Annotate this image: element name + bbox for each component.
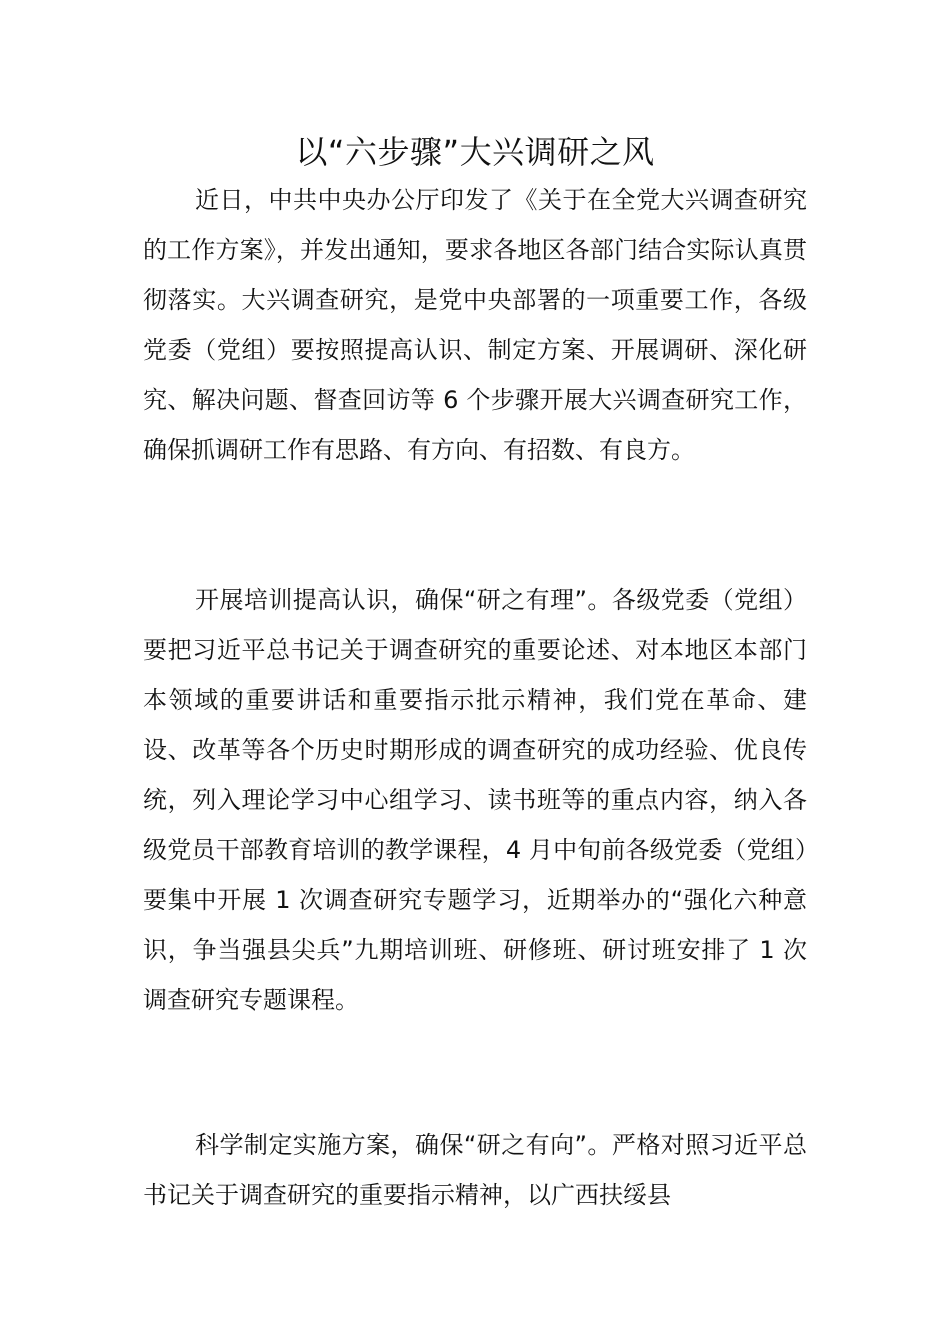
- paragraph-training: 开展培训提高认识，确保“研之有理”。各级党委（党组）要把习近平总书记关于调查研究的重要论述、对本地区本部门本领域的重要讲话和重要指示批示精神，我们党在革命、建设、改革等各个历史时期形成的调查研究的成功经验、优良传统，列入理论学习中心组学习、读书班等的重点内容，纳入各级党员干部教育培训的教学课程，4 月中旬前各级党委（党组）要集中开展 1 次调查研究专题学习，近期举办的“强化六种意识，争当强县尖兵”九期培训班、研修班、研讨班安排了 1 次调查研究专题课程。: [143, 586, 807, 1014]
- paragraph-intro: 近日，中共中央办公厅印发了《关于在全党大兴调查研究的工作方案》，并发出通知，要求各地区各部门结合实际认真贯彻落实。大兴调查研究，是党中央部署的一项重要工作，各级党委（党组）要按照提高认识、制定方案、开展调研、深化研究、解决问题、督查回访等 6 个步骤开展大兴调查研究工作，确保抓调研工作有思路、有方向、有招数、有良方。: [143, 186, 807, 464]
- document-title: 以“六步骤”大兴调研之风: [295, 133, 655, 171]
- paragraph-plan: 科学制定实施方案，确保“研之有向”。严格对照习近平总书记关于调查研究的重要指示精神，以广西扶绥县: [143, 1131, 807, 1209]
